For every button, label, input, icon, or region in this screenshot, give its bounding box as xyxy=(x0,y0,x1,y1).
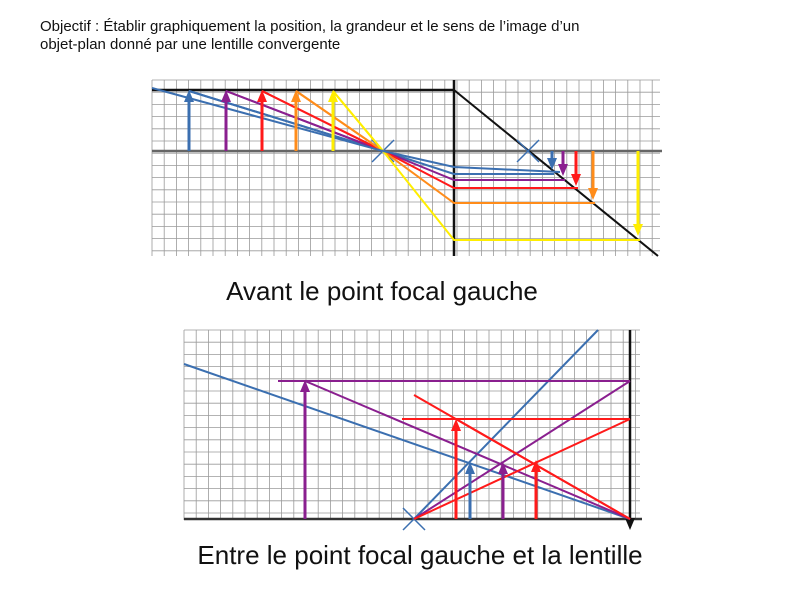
ray xyxy=(305,381,630,519)
diagram-before-focal-point xyxy=(152,80,662,256)
image-arrow-head xyxy=(633,224,643,236)
ray xyxy=(184,364,630,519)
caption-between-focal-point-and-lens: Entre le point focal gauche et la lentille xyxy=(197,540,643,570)
image-arrow-head xyxy=(571,174,581,186)
lens-arrow-head xyxy=(625,518,635,530)
image-arrow-head xyxy=(588,188,598,200)
ray xyxy=(414,419,630,519)
ray xyxy=(456,419,630,519)
ray xyxy=(414,330,598,519)
ray xyxy=(414,381,630,519)
diagram-between-focal-point-and-lens xyxy=(184,330,642,530)
objective-text: Objectif : Établir graphiquement la position, la grandeur et le sens de l’image d’un objet-plan donné par une lentille convergente xyxy=(40,18,580,53)
image-arrow-head xyxy=(547,158,557,170)
ray xyxy=(296,91,595,203)
caption-before-focal-point: Avant le point focal gauche xyxy=(226,276,538,306)
